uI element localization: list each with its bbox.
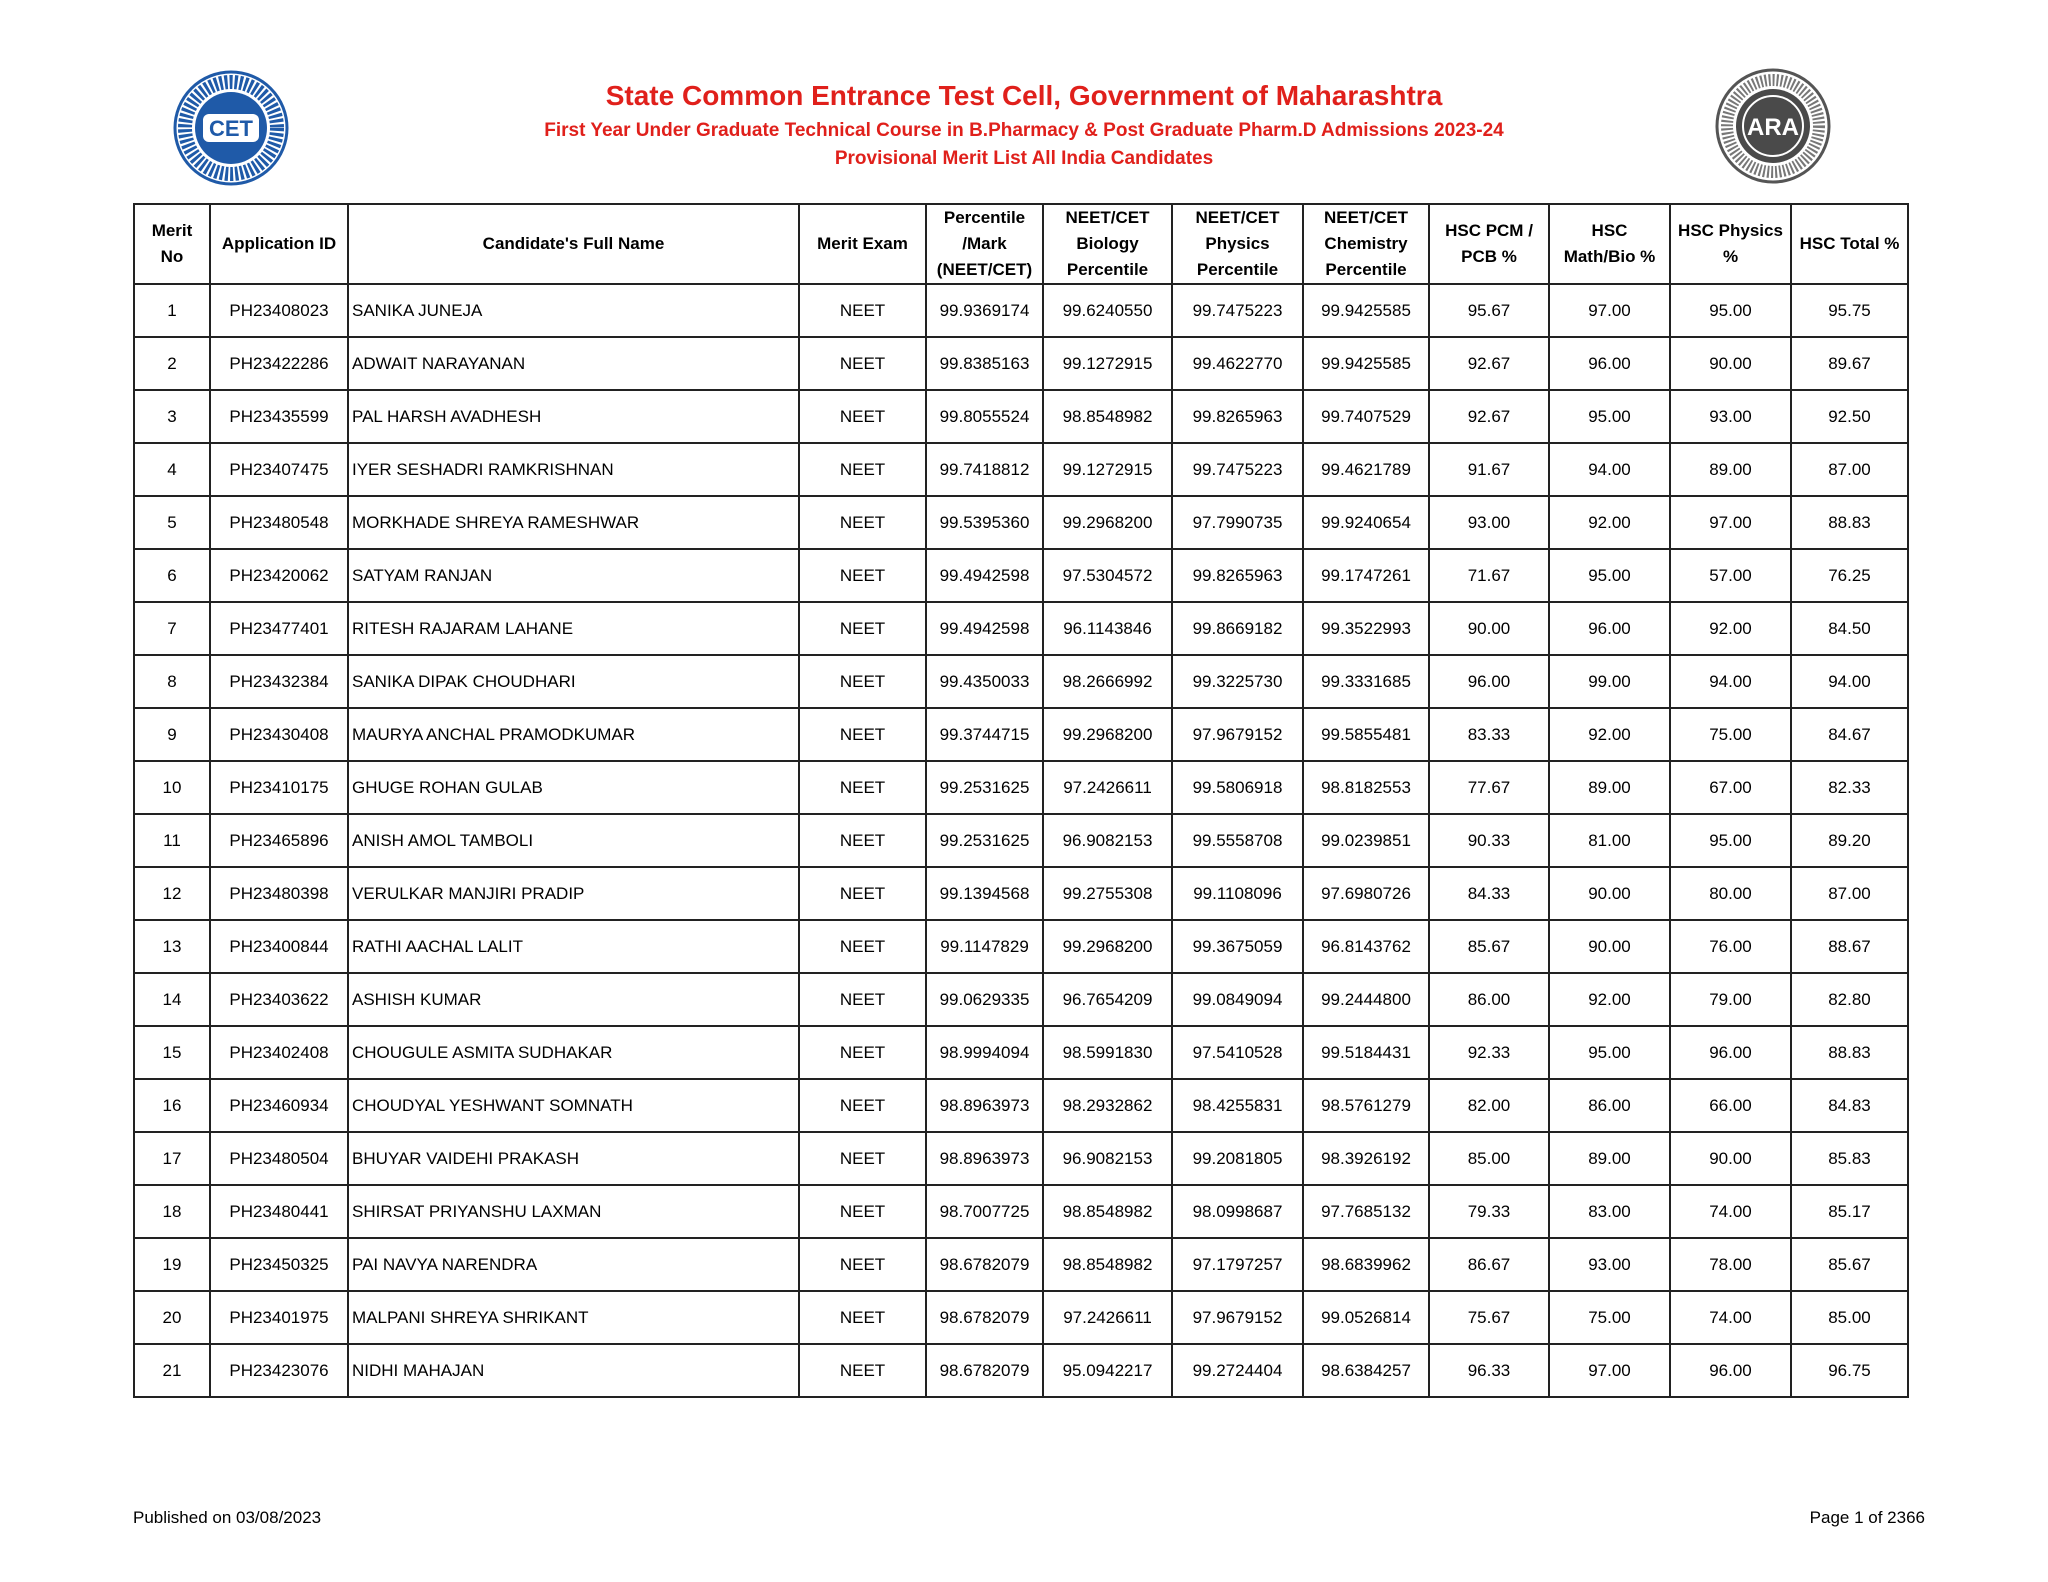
ara-logo-text: ARA — [1747, 114, 1799, 141]
cell-application-id: PH23480548 — [210, 496, 348, 549]
cell-hsc-physics: 97.00 — [1670, 496, 1791, 549]
cell-merit-no: 15 — [134, 1026, 210, 1079]
cell-hsc-total: 82.80 — [1791, 973, 1908, 1026]
cell-full-name: IYER SESHADRI RAMKRISHNAN — [348, 443, 799, 496]
cell-hsc-total: 84.50 — [1791, 602, 1908, 655]
cell-biology-percentile: 99.1272915 — [1043, 443, 1172, 496]
cell-biology-percentile: 96.9082153 — [1043, 814, 1172, 867]
cell-chemistry-percentile: 99.0239851 — [1303, 814, 1429, 867]
cell-physics-percentile: 99.2724404 — [1172, 1344, 1303, 1397]
cell-percentile: 99.2531625 — [926, 761, 1043, 814]
cell-hsc-physics: 92.00 — [1670, 602, 1791, 655]
cell-application-id: PH23403622 — [210, 973, 348, 1026]
cell-biology-percentile: 95.0942217 — [1043, 1344, 1172, 1397]
cell-application-id: PH23401975 — [210, 1291, 348, 1344]
cell-hsc-total: 85.17 — [1791, 1185, 1908, 1238]
cell-hsc-total: 92.50 — [1791, 390, 1908, 443]
cell-full-name: SHIRSAT PRIYANSHU LAXMAN — [348, 1185, 799, 1238]
cell-chemistry-percentile: 99.5184431 — [1303, 1026, 1429, 1079]
cell-hsc-total: 96.75 — [1791, 1344, 1908, 1397]
cell-hsc-physics: 90.00 — [1670, 1132, 1791, 1185]
cell-full-name: PAL HARSH AVADHESH — [348, 390, 799, 443]
cell-chemistry-percentile: 98.3926192 — [1303, 1132, 1429, 1185]
cell-hsc-math-bio: 95.00 — [1549, 390, 1670, 443]
cell-percentile: 98.8963973 — [926, 1132, 1043, 1185]
cell-hsc-physics: 96.00 — [1670, 1344, 1791, 1397]
cell-application-id: PH23477401 — [210, 602, 348, 655]
cell-hsc-total: 85.67 — [1791, 1238, 1908, 1291]
cell-hsc-pcm: 92.67 — [1429, 390, 1549, 443]
cell-full-name: ANISH AMOL TAMBOLI — [348, 814, 799, 867]
cell-physics-percentile: 99.5558708 — [1172, 814, 1303, 867]
cell-merit-no: 1 — [134, 284, 210, 337]
cell-percentile: 99.4350033 — [926, 655, 1043, 708]
table-row — [134, 1026, 1908, 1079]
cell-merit-exam: NEET — [799, 655, 926, 708]
cell-hsc-physics: 66.00 — [1670, 1079, 1791, 1132]
table-row — [134, 920, 1908, 973]
cell-percentile: 99.3744715 — [926, 708, 1043, 761]
cell-physics-percentile: 97.1797257 — [1172, 1238, 1303, 1291]
table-row — [134, 973, 1908, 1026]
cell-chemistry-percentile: 98.8182553 — [1303, 761, 1429, 814]
table-row — [134, 337, 1908, 390]
page-subtitle: First Year Under Graduate Technical Course in B.Pharmacy & Post Graduate Pharm.D Admissions 2023-24 — [544, 120, 1504, 141]
cell-chemistry-percentile: 99.9425585 — [1303, 337, 1429, 390]
cell-hsc-physics: 79.00 — [1670, 973, 1791, 1026]
cell-percentile: 98.6782079 — [926, 1238, 1043, 1291]
cell-physics-percentile: 99.0849094 — [1172, 973, 1303, 1026]
cell-chemistry-percentile: 98.6839962 — [1303, 1238, 1429, 1291]
cell-percentile: 99.9369174 — [926, 284, 1043, 337]
cell-percentile: 99.1147829 — [926, 920, 1043, 973]
cell-percentile: 99.0629335 — [926, 973, 1043, 1026]
cell-hsc-total: 94.00 — [1791, 655, 1908, 708]
cell-merit-exam: NEET — [799, 867, 926, 920]
cell-merit-exam: NEET — [799, 549, 926, 602]
cell-hsc-physics: 75.00 — [1670, 708, 1791, 761]
cell-percentile: 99.8385163 — [926, 337, 1043, 390]
table-row — [134, 867, 1908, 920]
cell-hsc-pcm: 75.67 — [1429, 1291, 1549, 1344]
cell-chemistry-percentile: 99.3522993 — [1303, 602, 1429, 655]
cell-physics-percentile: 99.8265963 — [1172, 390, 1303, 443]
cell-merit-exam: NEET — [799, 284, 926, 337]
cell-hsc-total: 84.83 — [1791, 1079, 1908, 1132]
cell-full-name: GHUGE ROHAN GULAB — [348, 761, 799, 814]
cell-full-name: ADWAIT NARAYANAN — [348, 337, 799, 390]
cell-physics-percentile: 97.7990735 — [1172, 496, 1303, 549]
cell-percentile: 98.6782079 — [926, 1344, 1043, 1397]
cell-hsc-total: 87.00 — [1791, 867, 1908, 920]
cell-merit-no: 21 — [134, 1344, 210, 1397]
cell-application-id: PH23460934 — [210, 1079, 348, 1132]
table-row — [134, 390, 1908, 443]
cell-hsc-total: 82.33 — [1791, 761, 1908, 814]
cell-biology-percentile: 97.2426611 — [1043, 1291, 1172, 1344]
cell-physics-percentile: 97.9679152 — [1172, 708, 1303, 761]
cell-physics-percentile: 99.8265963 — [1172, 549, 1303, 602]
cell-biology-percentile: 99.6240550 — [1043, 284, 1172, 337]
cell-merit-no: 5 — [134, 496, 210, 549]
col-header-hsc-math-bio: HSC Math/Bio % — [1549, 204, 1670, 284]
cell-merit-exam: NEET — [799, 1344, 926, 1397]
cell-hsc-physics: 80.00 — [1670, 867, 1791, 920]
cell-application-id: PH23420062 — [210, 549, 348, 602]
cell-full-name: MORKHADE SHREYA RAMESHWAR — [348, 496, 799, 549]
cell-hsc-math-bio: 90.00 — [1549, 920, 1670, 973]
cell-physics-percentile: 99.8669182 — [1172, 602, 1303, 655]
cell-percentile: 98.8963973 — [926, 1079, 1043, 1132]
cell-physics-percentile: 98.4255831 — [1172, 1079, 1303, 1132]
cell-merit-no: 11 — [134, 814, 210, 867]
cell-percentile: 98.6782079 — [926, 1291, 1043, 1344]
cell-physics-percentile: 99.4622770 — [1172, 337, 1303, 390]
cell-percentile: 98.9994094 — [926, 1026, 1043, 1079]
cell-hsc-pcm: 96.33 — [1429, 1344, 1549, 1397]
cell-merit-exam: NEET — [799, 496, 926, 549]
cell-full-name: CHOUGULE ASMITA SUDHAKAR — [348, 1026, 799, 1079]
col-header-hsc-physics: HSC Physics % — [1670, 204, 1791, 284]
col-header-biology: NEET/CET Biology Percentile — [1043, 204, 1172, 284]
cell-merit-exam: NEET — [799, 443, 926, 496]
cell-merit-exam: NEET — [799, 1238, 926, 1291]
cell-hsc-math-bio: 99.00 — [1549, 655, 1670, 708]
merit-list-table — [133, 203, 1909, 1398]
col-header-hsc-pcm: HSC PCM / PCB % — [1429, 204, 1549, 284]
cell-hsc-math-bio: 92.00 — [1549, 708, 1670, 761]
cell-percentile: 98.7007725 — [926, 1185, 1043, 1238]
cell-physics-percentile: 99.7475223 — [1172, 284, 1303, 337]
cell-chemistry-percentile: 99.7407529 — [1303, 390, 1429, 443]
cell-application-id: PH23480504 — [210, 1132, 348, 1185]
cell-biology-percentile: 97.2426611 — [1043, 761, 1172, 814]
cell-full-name: MAURYA ANCHAL PRAMODKUMAR — [348, 708, 799, 761]
cell-hsc-physics: 89.00 — [1670, 443, 1791, 496]
cell-hsc-math-bio: 83.00 — [1549, 1185, 1670, 1238]
cell-hsc-total: 85.83 — [1791, 1132, 1908, 1185]
cell-hsc-pcm: 71.67 — [1429, 549, 1549, 602]
cell-hsc-math-bio: 94.00 — [1549, 443, 1670, 496]
cell-biology-percentile: 99.2755308 — [1043, 867, 1172, 920]
cell-hsc-math-bio: 86.00 — [1549, 1079, 1670, 1132]
cell-full-name: CHOUDYAL YESHWANT SOMNATH — [348, 1079, 799, 1132]
cell-hsc-math-bio: 81.00 — [1549, 814, 1670, 867]
cell-chemistry-percentile: 99.2444800 — [1303, 973, 1429, 1026]
col-header-percentile: Percentile /Mark (NEET/CET) — [926, 204, 1043, 284]
cell-biology-percentile: 97.5304572 — [1043, 549, 1172, 602]
cell-physics-percentile: 99.5806918 — [1172, 761, 1303, 814]
cell-hsc-physics: 67.00 — [1670, 761, 1791, 814]
cell-application-id: PH23423076 — [210, 1344, 348, 1397]
cell-application-id: PH23410175 — [210, 761, 348, 814]
cell-chemistry-percentile: 99.9240654 — [1303, 496, 1429, 549]
cell-biology-percentile: 98.8548982 — [1043, 1238, 1172, 1291]
cell-hsc-pcm: 91.67 — [1429, 443, 1549, 496]
cell-hsc-pcm: 79.33 — [1429, 1185, 1549, 1238]
cell-application-id: PH23422286 — [210, 337, 348, 390]
cell-hsc-math-bio: 96.00 — [1549, 602, 1670, 655]
table-row — [134, 814, 1908, 867]
cell-hsc-total: 88.67 — [1791, 920, 1908, 973]
cell-merit-no: 3 — [134, 390, 210, 443]
cell-application-id: PH23465896 — [210, 814, 348, 867]
cell-percentile: 99.1394568 — [926, 867, 1043, 920]
cell-merit-exam: NEET — [799, 814, 926, 867]
cell-merit-exam: NEET — [799, 1185, 926, 1238]
cell-hsc-physics: 76.00 — [1670, 920, 1791, 973]
cell-chemistry-percentile: 98.6384257 — [1303, 1344, 1429, 1397]
cell-merit-no: 20 — [134, 1291, 210, 1344]
cell-chemistry-percentile: 99.0526814 — [1303, 1291, 1429, 1344]
cell-hsc-total: 89.67 — [1791, 337, 1908, 390]
page-title: State Common Entrance Test Cell, Government of Maharashtra — [605, 80, 1443, 111]
table-body — [134, 284, 1908, 1397]
cell-hsc-physics: 93.00 — [1670, 390, 1791, 443]
cell-hsc-physics: 90.00 — [1670, 337, 1791, 390]
cell-hsc-physics: 74.00 — [1670, 1291, 1791, 1344]
cell-hsc-total: 76.25 — [1791, 549, 1908, 602]
cell-physics-percentile: 98.0998687 — [1172, 1185, 1303, 1238]
cell-full-name: VERULKAR MANJIRI PRADIP — [348, 867, 799, 920]
cell-merit-exam: NEET — [799, 390, 926, 443]
col-header-merit-exam: Merit Exam — [799, 204, 926, 284]
cell-hsc-total: 95.75 — [1791, 284, 1908, 337]
cell-hsc-total: 89.20 — [1791, 814, 1908, 867]
cell-hsc-pcm: 95.67 — [1429, 284, 1549, 337]
cell-merit-no: 7 — [134, 602, 210, 655]
cell-merit-exam: NEET — [799, 1132, 926, 1185]
col-header-chemistry: NEET/CET Chemistry Percentile — [1303, 204, 1429, 284]
cell-hsc-physics: 95.00 — [1670, 284, 1791, 337]
table-row — [134, 549, 1908, 602]
cell-hsc-total: 85.00 — [1791, 1291, 1908, 1344]
cell-full-name: SANIKA JUNEJA — [348, 284, 799, 337]
table-row — [134, 602, 1908, 655]
cell-hsc-math-bio: 93.00 — [1549, 1238, 1670, 1291]
cell-chemistry-percentile: 97.7685132 — [1303, 1185, 1429, 1238]
cell-physics-percentile: 99.1108096 — [1172, 867, 1303, 920]
cell-chemistry-percentile: 99.4621789 — [1303, 443, 1429, 496]
cell-hsc-physics: 94.00 — [1670, 655, 1791, 708]
cell-merit-no: 12 — [134, 867, 210, 920]
cell-hsc-physics: 95.00 — [1670, 814, 1791, 867]
table-row — [134, 1132, 1908, 1185]
cell-biology-percentile: 99.2968200 — [1043, 920, 1172, 973]
cell-hsc-physics: 78.00 — [1670, 1238, 1791, 1291]
table-row — [134, 655, 1908, 708]
cell-percentile: 99.7418812 — [926, 443, 1043, 496]
cell-merit-no: 9 — [134, 708, 210, 761]
cell-hsc-pcm: 83.33 — [1429, 708, 1549, 761]
cell-hsc-pcm: 85.67 — [1429, 920, 1549, 973]
cet-logo-text: CET — [209, 116, 253, 141]
cell-percentile: 99.4942598 — [926, 602, 1043, 655]
cell-biology-percentile: 98.2932862 — [1043, 1079, 1172, 1132]
cell-merit-no: 10 — [134, 761, 210, 814]
cell-biology-percentile: 99.1272915 — [1043, 337, 1172, 390]
cell-hsc-math-bio: 97.00 — [1549, 284, 1670, 337]
cell-percentile: 99.2531625 — [926, 814, 1043, 867]
cell-percentile: 99.8055524 — [926, 390, 1043, 443]
published-date: Published on 03/08/2023 — [133, 1508, 322, 1527]
cell-merit-exam: NEET — [799, 1026, 926, 1079]
cell-full-name: SATYAM RANJAN — [348, 549, 799, 602]
cell-merit-no: 2 — [134, 337, 210, 390]
table-row — [134, 496, 1908, 549]
cell-full-name: SANIKA DIPAK CHOUDHARI — [348, 655, 799, 708]
cell-application-id: PH23430408 — [210, 708, 348, 761]
cell-full-name: ASHISH KUMAR — [348, 973, 799, 1026]
cell-hsc-pcm: 90.33 — [1429, 814, 1549, 867]
cell-biology-percentile: 96.9082153 — [1043, 1132, 1172, 1185]
page-number: Page 1 of 2366 — [1809, 1508, 1925, 1527]
cell-hsc-total: 88.83 — [1791, 1026, 1908, 1079]
cell-hsc-math-bio: 97.00 — [1549, 1344, 1670, 1397]
cell-hsc-pcm: 82.00 — [1429, 1079, 1549, 1132]
cell-application-id: PH23400844 — [210, 920, 348, 973]
cell-physics-percentile: 99.3225730 — [1172, 655, 1303, 708]
col-header-merit-no: Merit No — [134, 204, 210, 284]
cell-biology-percentile: 96.1143846 — [1043, 602, 1172, 655]
cell-application-id: PH23435599 — [210, 390, 348, 443]
cell-chemistry-percentile: 96.8143762 — [1303, 920, 1429, 973]
cell-chemistry-percentile: 99.3331685 — [1303, 655, 1429, 708]
cell-hsc-pcm: 86.67 — [1429, 1238, 1549, 1291]
cell-merit-exam: NEET — [799, 337, 926, 390]
cell-hsc-physics: 96.00 — [1670, 1026, 1791, 1079]
cell-merit-no: 18 — [134, 1185, 210, 1238]
table-row — [134, 443, 1908, 496]
cell-merit-no: 6 — [134, 549, 210, 602]
cell-biology-percentile: 98.2666992 — [1043, 655, 1172, 708]
cell-biology-percentile: 96.7654209 — [1043, 973, 1172, 1026]
cell-hsc-pcm: 90.00 — [1429, 602, 1549, 655]
cell-hsc-math-bio: 92.00 — [1549, 973, 1670, 1026]
cell-application-id: PH23450325 — [210, 1238, 348, 1291]
cell-hsc-pcm: 92.33 — [1429, 1026, 1549, 1079]
cell-biology-percentile: 98.5991830 — [1043, 1026, 1172, 1079]
cell-merit-exam: NEET — [799, 602, 926, 655]
cell-merit-exam: NEET — [799, 920, 926, 973]
cell-hsc-pcm: 77.67 — [1429, 761, 1549, 814]
cell-hsc-math-bio: 95.00 — [1549, 549, 1670, 602]
cell-hsc-pcm: 96.00 — [1429, 655, 1549, 708]
cell-hsc-pcm: 85.00 — [1429, 1132, 1549, 1185]
cell-merit-no: 14 — [134, 973, 210, 1026]
cell-hsc-math-bio: 89.00 — [1549, 1132, 1670, 1185]
cell-chemistry-percentile: 99.9425585 — [1303, 284, 1429, 337]
cell-hsc-pcm: 93.00 — [1429, 496, 1549, 549]
cell-biology-percentile: 98.8548982 — [1043, 1185, 1172, 1238]
cell-physics-percentile: 99.2081805 — [1172, 1132, 1303, 1185]
cell-application-id: PH23480398 — [210, 867, 348, 920]
cell-merit-no: 17 — [134, 1132, 210, 1185]
cell-percentile: 99.5395360 — [926, 496, 1043, 549]
cell-hsc-total: 84.67 — [1791, 708, 1908, 761]
cell-merit-exam: NEET — [799, 973, 926, 1026]
table-row — [134, 1291, 1908, 1344]
cell-merit-no: 13 — [134, 920, 210, 973]
cell-merit-no: 16 — [134, 1079, 210, 1132]
cell-merit-exam: NEET — [799, 708, 926, 761]
cell-merit-exam: NEET — [799, 1291, 926, 1344]
cell-application-id: PH23407475 — [210, 443, 348, 496]
cell-hsc-physics: 57.00 — [1670, 549, 1791, 602]
cell-full-name: MALPANI SHREYA SHRIKANT — [348, 1291, 799, 1344]
cell-hsc-math-bio: 89.00 — [1549, 761, 1670, 814]
cell-biology-percentile: 99.2968200 — [1043, 708, 1172, 761]
cell-hsc-math-bio: 96.00 — [1549, 337, 1670, 390]
cell-biology-percentile: 98.8548982 — [1043, 390, 1172, 443]
cell-biology-percentile: 99.2968200 — [1043, 496, 1172, 549]
cell-merit-exam: NEET — [799, 761, 926, 814]
table-row — [134, 1185, 1908, 1238]
cell-hsc-total: 87.00 — [1791, 443, 1908, 496]
cell-merit-no: 8 — [134, 655, 210, 708]
cell-hsc-pcm: 84.33 — [1429, 867, 1549, 920]
cell-full-name: BHUYAR VAIDEHI PRAKASH — [348, 1132, 799, 1185]
table-row — [134, 1344, 1908, 1397]
col-header-full-name: Candidate's Full Name — [348, 204, 799, 284]
cell-hsc-math-bio: 90.00 — [1549, 867, 1670, 920]
cell-full-name: RATHI AACHAL LALIT — [348, 920, 799, 973]
cell-application-id: PH23480441 — [210, 1185, 348, 1238]
cell-merit-no: 19 — [134, 1238, 210, 1291]
table-row — [134, 1238, 1908, 1291]
cell-hsc-total: 88.83 — [1791, 496, 1908, 549]
table-row — [134, 761, 1908, 814]
col-header-hsc-total: HSC Total % — [1791, 204, 1908, 284]
cell-chemistry-percentile: 98.5761279 — [1303, 1079, 1429, 1132]
cell-hsc-pcm: 92.67 — [1429, 337, 1549, 390]
cell-full-name: RITESH RAJARAM LAHANE — [348, 602, 799, 655]
cell-hsc-math-bio: 75.00 — [1549, 1291, 1670, 1344]
cell-chemistry-percentile: 97.6980726 — [1303, 867, 1429, 920]
col-header-physics: NEET/CET Physics Percentile — [1172, 204, 1303, 284]
table-header-row — [134, 204, 1908, 284]
cell-physics-percentile: 99.3675059 — [1172, 920, 1303, 973]
cell-application-id: PH23432384 — [210, 655, 348, 708]
cell-chemistry-percentile: 99.5855481 — [1303, 708, 1429, 761]
cell-chemistry-percentile: 99.1747261 — [1303, 549, 1429, 602]
cell-hsc-math-bio: 92.00 — [1549, 496, 1670, 549]
cell-physics-percentile: 97.9679152 — [1172, 1291, 1303, 1344]
cell-merit-exam: NEET — [799, 1079, 926, 1132]
cell-physics-percentile: 97.5410528 — [1172, 1026, 1303, 1079]
cell-physics-percentile: 99.7475223 — [1172, 443, 1303, 496]
table-row — [134, 284, 1908, 337]
table-row — [134, 1079, 1908, 1132]
cell-hsc-math-bio: 95.00 — [1549, 1026, 1670, 1079]
cell-percentile: 99.4942598 — [926, 549, 1043, 602]
list-title: Provisional Merit List All India Candidates — [834, 148, 1214, 169]
cell-application-id: PH23408023 — [210, 284, 348, 337]
cell-full-name: NIDHI MAHAJAN — [348, 1344, 799, 1397]
cell-merit-no: 4 — [134, 443, 210, 496]
col-header-application-id: Application ID — [210, 204, 348, 284]
table-row — [134, 708, 1908, 761]
cell-hsc-physics: 74.00 — [1670, 1185, 1791, 1238]
cell-application-id: PH23402408 — [210, 1026, 348, 1079]
cell-hsc-pcm: 86.00 — [1429, 973, 1549, 1026]
cell-full-name: PAI NAVYA NARENDRA — [348, 1238, 799, 1291]
